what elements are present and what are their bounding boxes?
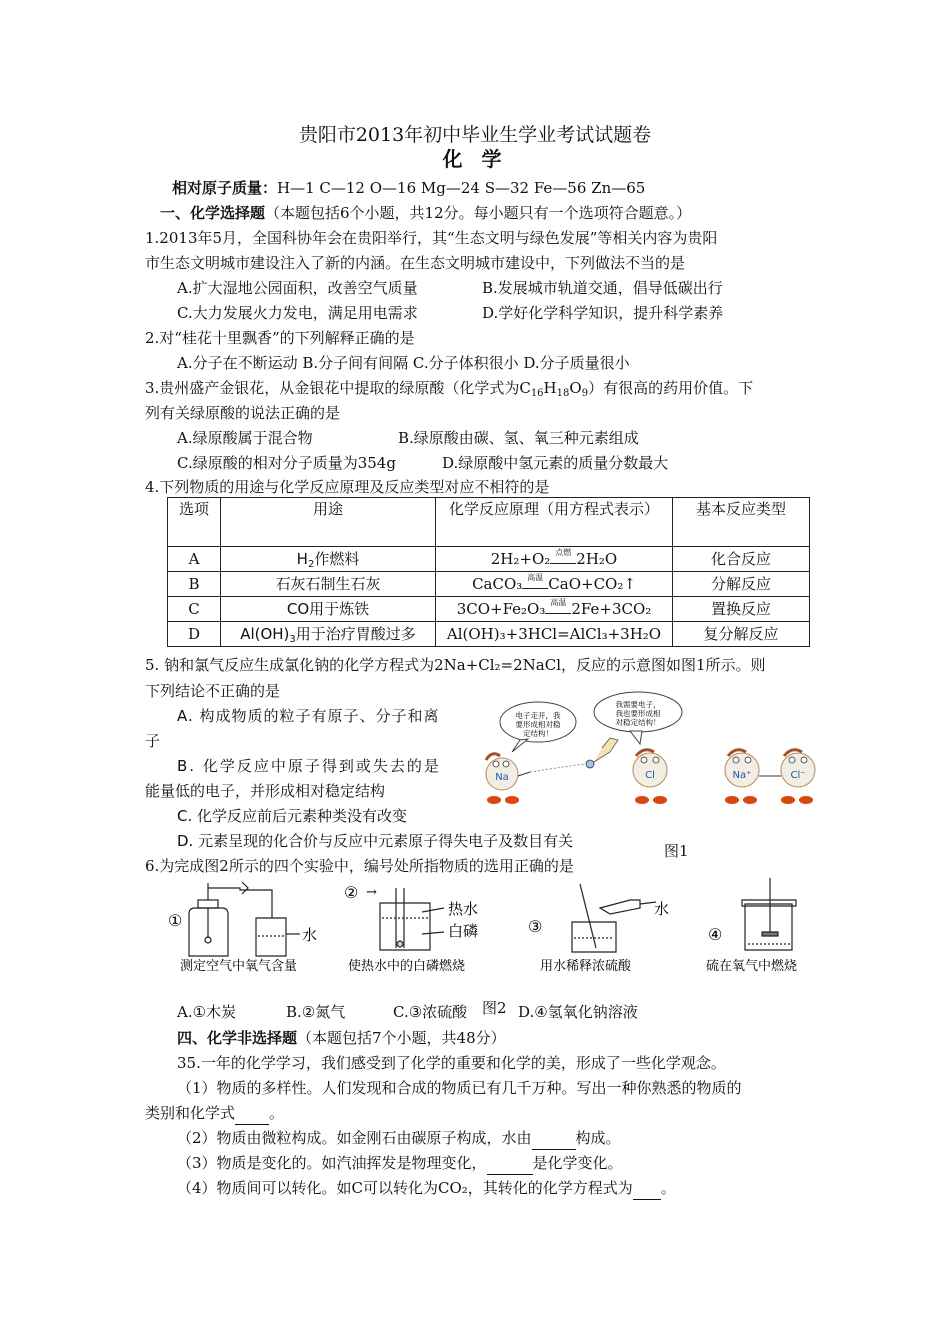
- q35-part3-post: 是化学变化。: [532, 1154, 623, 1172]
- row-type: 化合反应: [673, 547, 810, 572]
- row-use: [221, 572, 436, 597]
- q4-stem: 4.下列物质的用途与化学反应原理及反应类型对应不相符的是: [145, 478, 550, 496]
- row-option: B: [168, 572, 221, 597]
- row-option: D: [168, 622, 221, 647]
- q2-stem: 2.对“桂花十里飘香”的下列解释正确的是: [145, 329, 415, 347]
- section1-heading: 一、化学选择题: [160, 204, 266, 222]
- table-row: [168, 622, 810, 647]
- q3-formula-h: H: [543, 379, 557, 397]
- row-equation: [436, 572, 673, 597]
- row-type: 复分解反应: [673, 622, 810, 647]
- cl-ion: [781, 750, 815, 804]
- q35-part3-pre: （3）物质是变化的。如汽油挥发是物理变化，: [177, 1154, 487, 1172]
- experiment-3-apparatus: [572, 884, 656, 952]
- q5-option-c: C. 化学反应前后元素种类没有改变: [177, 807, 408, 825]
- cl-atom-label: Cl: [645, 770, 655, 781]
- eq-condition: [545, 598, 571, 614]
- table-header-option: 选项: [168, 498, 221, 547]
- row-use-text-post: 作燃料: [314, 550, 360, 568]
- q6-stem: 6.为完成图2所示的四个实验中，编号处所指物质的选用正确的是: [145, 857, 574, 875]
- q35-stem: 35.一年的化学学习，我们感受到了化学的重要和化学的美，形成了一些化学观念。: [177, 1054, 726, 1072]
- q1-option-c: C.大力发展火力发电，满足用电需求: [177, 304, 418, 322]
- row-use-text: 石灰石制生石灰: [275, 575, 381, 593]
- q6-option-c: C.③浓硫酸: [393, 1003, 468, 1021]
- table-header-principle: 化学反应原理（用方程式表示）: [436, 498, 673, 547]
- q35-part1-end: 。: [269, 1104, 285, 1122]
- row-use: [221, 597, 436, 622]
- exp1-water-label: 水: [302, 926, 318, 944]
- q35-part2: [177, 1127, 621, 1150]
- exp1-label: ①: [168, 911, 183, 930]
- q3-sub9: 9: [581, 388, 589, 399]
- eq-right: 2Fe+3CO₂: [571, 600, 652, 618]
- table-row: [168, 547, 810, 572]
- q3-option-c: C.绿原酸的相对分子质量为354g: [177, 454, 396, 472]
- row-type: 置换反应: [673, 597, 810, 622]
- section4-note: （本题包括7个小题，共48分）: [297, 1029, 506, 1047]
- eq-condition-text: 高温: [527, 573, 544, 582]
- table-row: [168, 597, 810, 622]
- q6-option-d: D.④氢氧化钠溶液: [518, 1003, 638, 1021]
- row-option: A: [168, 547, 221, 572]
- bubble1-text-2: 要形成相对稳: [515, 720, 561, 729]
- eq-left: 3CO+Fe₂O₃: [456, 600, 546, 618]
- experiment-4-apparatus: [742, 878, 796, 950]
- q4-table: [167, 497, 810, 647]
- q5-option-a-line1: A. 构成物质的粒子有原子、分子和离: [177, 707, 440, 725]
- row-use-text: Al(OH): [240, 625, 290, 643]
- answer-blank-2[interactable]: [532, 1127, 576, 1150]
- q3-stem-line2: 列有关绿原酸的说法正确的是: [145, 404, 341, 422]
- q3-stem-post: ）有很高的药用价值。下: [588, 379, 754, 397]
- row-equation: [436, 597, 673, 622]
- bubble2-text-1: 我需要电子，: [615, 700, 661, 709]
- figure1-caption: 图1: [664, 842, 689, 860]
- q35-part1-line2: [145, 1102, 284, 1125]
- q5-stem-line1: 5. 钠和氯气反应生成氯化钠的化学方程式为2Na+Cl₂=2NaCl，反应的示意图如图1所示。则: [145, 656, 766, 674]
- row-type: 分解反应: [673, 572, 810, 597]
- q35-part3: [177, 1152, 623, 1175]
- arrow-icon: →: [366, 885, 377, 900]
- eq-condition: [522, 573, 548, 589]
- q1-option-a: A.扩大湿地公园面积，改善空气质量: [177, 279, 418, 297]
- eq-left: CaCO₃: [472, 575, 523, 593]
- subject-title: 化 学: [442, 147, 508, 171]
- row-use: [221, 622, 436, 647]
- bubble2-text-3: 对稳定结构！: [615, 718, 661, 727]
- q5-option-b-line2: 能量低的电子，并形成相对稳定结构: [145, 782, 386, 800]
- row-use-sub: 2: [307, 559, 315, 570]
- section4-heading: 四、化学非选择题: [177, 1029, 298, 1047]
- q35-part4-pre: （4）物质间可以转化。如C可以转化为CO₂，其转化的化学方程式为: [177, 1179, 633, 1197]
- exp3-label: ③: [528, 917, 543, 936]
- q5-stem-line2: 下列结论不正确的是: [145, 682, 281, 700]
- exp3-water-label: 水: [654, 900, 670, 918]
- eq-right: 2H₂O: [576, 550, 618, 568]
- eq-left: 2H₂+O₂: [490, 550, 551, 568]
- atomic-mass-line: [172, 177, 645, 199]
- eq-condition-text: 点燃: [555, 548, 572, 557]
- na-ion: [725, 750, 759, 804]
- table-row: [168, 572, 810, 597]
- exam-title: 贵阳市2013年初中毕业生学业考试试题卷: [298, 124, 652, 146]
- section1-note: （本题包括6个小题，共12分。每小题只有一个选项符合题意。）: [265, 204, 692, 222]
- q35-part1-text: 类别和化学式: [145, 1104, 236, 1122]
- q3-option-d: D.绿原酸中氢元素的质量分数最大: [442, 454, 669, 472]
- exp3-caption: 用水稀释浓硫酸: [540, 959, 632, 974]
- figure2-caption: 图2: [482, 999, 507, 1017]
- q5-option-b-line1: B. 化学反应中原子得到或失去的是: [177, 757, 441, 775]
- bubble1-text-1: 电子走开，我: [515, 711, 561, 720]
- bubble2-text-2: 我也要形成相: [615, 709, 661, 718]
- row-equation: [436, 547, 673, 572]
- eq-right: CaO+CO₂↑: [548, 575, 636, 593]
- experiment-1-apparatus: [189, 882, 300, 956]
- exp2-caption: 使热水中的白磷燃烧: [348, 959, 466, 974]
- exp4-label: ④: [708, 925, 723, 944]
- experiment-2-apparatus: [380, 888, 444, 950]
- na-atom-label: Na: [495, 772, 509, 783]
- row-use-text-post: 用于治疗胃酸过多: [295, 625, 416, 643]
- answer-blank-1[interactable]: [235, 1102, 269, 1125]
- exp2-phosphorus-label: 白磷: [448, 922, 479, 940]
- bubble1-text-3: 定结构！: [523, 729, 553, 738]
- eq-left: Al(OH)₃+3HCl=AlCl₃+3H₂O: [446, 625, 662, 643]
- q3-stem-line1: [145, 377, 753, 399]
- q3-sub16: 16: [530, 388, 544, 399]
- q5-option-a-line2: 子: [145, 732, 161, 750]
- table-header-type: 基本反应类型: [673, 498, 810, 547]
- table-header-use: 用途: [221, 498, 436, 547]
- q3-formula-c: C: [519, 379, 531, 397]
- figure1-illustration: [470, 690, 840, 815]
- row-use-text: CO用于炼铁: [286, 600, 370, 618]
- q6-option-b: B.②氮气: [286, 1003, 346, 1021]
- q1-stem-line1: 1.2013年5月，全国科协年会在贵阳举行，其“生态文明与绿色发展”等相关内容为贵阳: [145, 229, 718, 247]
- q35-part4-post: 。: [660, 1179, 676, 1197]
- row-equation: [436, 622, 673, 647]
- atomic-mass-values: H—1 C—12 O—16 Mg—24 S—32 Fe—56 Zn—65: [277, 179, 646, 197]
- q35-part1-line1: （1）物质的多样性。人们发现和合成的物质已有几千万种。写出一种你熟悉的物质的: [177, 1079, 742, 1097]
- exp2-hot-water-label: 热水: [448, 900, 479, 918]
- answer-blank-3[interactable]: [487, 1152, 533, 1175]
- section1-heading-line: [160, 202, 691, 224]
- eq-condition: [550, 548, 576, 564]
- row-option: C: [168, 597, 221, 622]
- cl-atom: [633, 750, 667, 804]
- cl-ion-label: Cl⁻: [790, 770, 806, 781]
- section4-heading-line: [177, 1027, 506, 1049]
- table-header-row: [168, 498, 810, 547]
- row-use-text: H: [296, 550, 308, 568]
- q3-formula-o: O: [569, 379, 582, 397]
- q3-sub18: 18: [556, 388, 570, 399]
- q1-option-d: D.学好化学科学知识，提升科学素养: [482, 304, 724, 322]
- eq-condition-text: 高温: [550, 598, 567, 607]
- row-use-sub: 3: [289, 634, 296, 645]
- answer-blank-4[interactable]: [633, 1177, 661, 1200]
- na-atom: [486, 754, 530, 804]
- exp1-caption: 测定空气中氧气含量: [180, 959, 298, 974]
- row-use: [221, 547, 436, 572]
- q6-option-a: A.①木炭: [177, 1003, 237, 1021]
- figure2-illustration: [160, 878, 820, 978]
- q1-option-b: B.发展城市轨道交通，倡导低碳出行: [482, 279, 723, 297]
- q3-stem-pre: 3.贵州盛产金银花，从金银花中提取的绿原酸（化学式为: [145, 379, 520, 397]
- q3-option-b: B.绿原酸由碳、氢、氧三种元素组成: [398, 429, 639, 447]
- exp2-label: ②: [344, 883, 359, 902]
- exp4-caption: 硫在氧气中燃烧: [706, 959, 798, 974]
- q5-option-d: D. 元素呈现的化合价与反应中元素原子得失电子及数目有关: [177, 832, 574, 850]
- na-ion-label: Na⁺: [732, 770, 752, 781]
- q35-part2-pre: （2）物质由微粒构成。如金刚石由碳原子构成，水由: [177, 1129, 532, 1147]
- q35-part4: [177, 1177, 676, 1200]
- q3-option-a: A.绿原酸属于混合物: [177, 429, 313, 447]
- atomic-mass-label: 相对原子质量：: [172, 179, 278, 197]
- q1-stem-line2: 市生态文明城市建设注入了新的内涵。在生态文明城市建设中，下列做法不当的是: [145, 254, 686, 272]
- q35-part2-post: 构成。: [575, 1129, 621, 1147]
- q2-options: A.分子在不断运动 B.分子间有间隔 C.分子体积很小 D.分子质量很小: [177, 354, 630, 372]
